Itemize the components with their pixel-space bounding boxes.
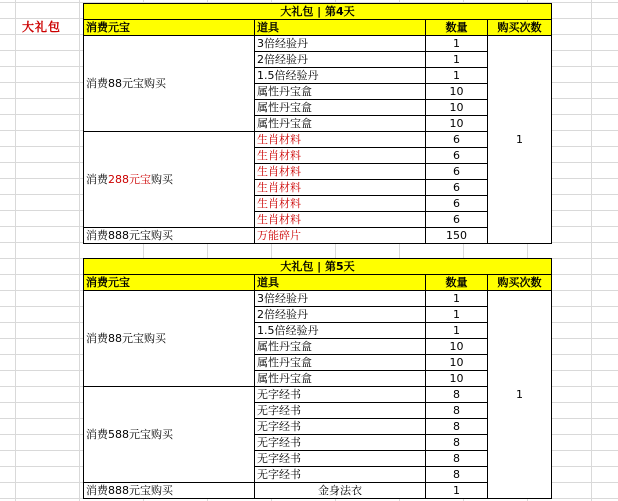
group-label-prefix: 消费 [86, 172, 108, 186]
item-name: 无字经书 [255, 435, 426, 451]
item-qty: 10 [426, 84, 488, 100]
group-label [84, 132, 255, 228]
header-quantity: 数量 [426, 275, 488, 291]
item-qty: 1 [426, 291, 488, 307]
header-purchase-times: 购买次数 [488, 275, 552, 291]
header-cost: 消费元宝 [84, 275, 255, 291]
group-label: 消费888元宝购买 [84, 228, 255, 244]
item-name: 无字经书 [255, 467, 426, 483]
item-name: 无字经书 [255, 403, 426, 419]
item-qty: 10 [426, 116, 488, 132]
item-name: 无字经书 [255, 387, 426, 403]
item-name: 属性丹宝盒 [255, 84, 426, 100]
item-name: 1.5倍经验丹 [255, 323, 426, 339]
item-qty: 8 [426, 467, 488, 483]
item-qty: 6 [426, 164, 488, 180]
group-label: 消费88元宝购买 [84, 36, 255, 132]
header-item: 道具 [255, 20, 426, 36]
table-row [84, 132, 552, 148]
table-row [84, 387, 552, 403]
purchase-times: 1 [488, 291, 552, 499]
item-qty: 6 [426, 180, 488, 196]
item-qty: 6 [426, 132, 488, 148]
header-item: 道具 [255, 275, 426, 291]
purchase-times: 1 [488, 36, 552, 244]
item-qty: 1 [426, 307, 488, 323]
item-qty: 8 [426, 403, 488, 419]
item-name: 属性丹宝盒 [255, 116, 426, 132]
item-qty: 1 [426, 483, 488, 499]
item-name: 2倍经验丹 [255, 52, 426, 68]
header-row [84, 275, 552, 291]
item-qty: 10 [426, 355, 488, 371]
item-qty: 8 [426, 451, 488, 467]
item-name: 金身法衣 [255, 483, 426, 499]
item-qty: 6 [426, 148, 488, 164]
table-row [84, 228, 552, 244]
item-qty: 8 [426, 419, 488, 435]
item-name: 1.5倍经验丹 [255, 68, 426, 84]
group-label: 消费88元宝购买 [84, 291, 255, 387]
group-label: 消费588元宝购买 [84, 387, 255, 483]
item-qty: 10 [426, 100, 488, 116]
item-qty: 10 [426, 371, 488, 387]
item-name: 3倍经验丹 [255, 291, 426, 307]
item-qty: 150 [426, 228, 488, 244]
item-name: 万能碎片 [255, 228, 426, 244]
item-qty: 10 [426, 339, 488, 355]
header-cost: 消费元宝 [84, 20, 255, 36]
gift-pack-table-day5 [83, 258, 552, 499]
table-title-row [84, 4, 552, 20]
item-name: 生肖材料 [255, 180, 426, 196]
table-row [84, 483, 552, 499]
item-qty: 8 [426, 387, 488, 403]
table-row [84, 291, 552, 307]
group-label-highlight: 288元宝 [108, 172, 151, 186]
group-label-suffix: 购买 [151, 172, 173, 186]
header-purchase-times: 购买次数 [488, 20, 552, 36]
item-name: 生肖材料 [255, 196, 426, 212]
item-qty: 8 [426, 435, 488, 451]
item-name: 无字经书 [255, 419, 426, 435]
table-title: 大礼包 | 第4天 [84, 4, 552, 20]
header-quantity: 数量 [426, 20, 488, 36]
side-label: 大礼包 [22, 20, 62, 34]
item-name: 2倍经验丹 [255, 307, 426, 323]
item-name: 属性丹宝盒 [255, 100, 426, 116]
item-name: 属性丹宝盒 [255, 371, 426, 387]
gift-pack-table-day4 [83, 3, 552, 244]
item-name: 生肖材料 [255, 148, 426, 164]
item-name: 无字经书 [255, 451, 426, 467]
item-name: 属性丹宝盒 [255, 339, 426, 355]
item-qty: 1 [426, 68, 488, 84]
item-qty: 1 [426, 36, 488, 52]
item-name: 生肖材料 [255, 132, 426, 148]
table-title-row [84, 259, 552, 275]
item-name: 3倍经验丹 [255, 36, 426, 52]
item-qty: 1 [426, 52, 488, 68]
item-qty: 1 [426, 323, 488, 339]
table-row [84, 36, 552, 52]
item-name: 生肖材料 [255, 164, 426, 180]
item-qty: 6 [426, 212, 488, 228]
table-title: 大礼包 | 第5天 [84, 259, 552, 275]
group-label: 消费888元宝购买 [84, 483, 255, 499]
item-name: 生肖材料 [255, 212, 426, 228]
item-qty: 6 [426, 196, 488, 212]
header-row [84, 20, 552, 36]
item-name: 属性丹宝盒 [255, 355, 426, 371]
